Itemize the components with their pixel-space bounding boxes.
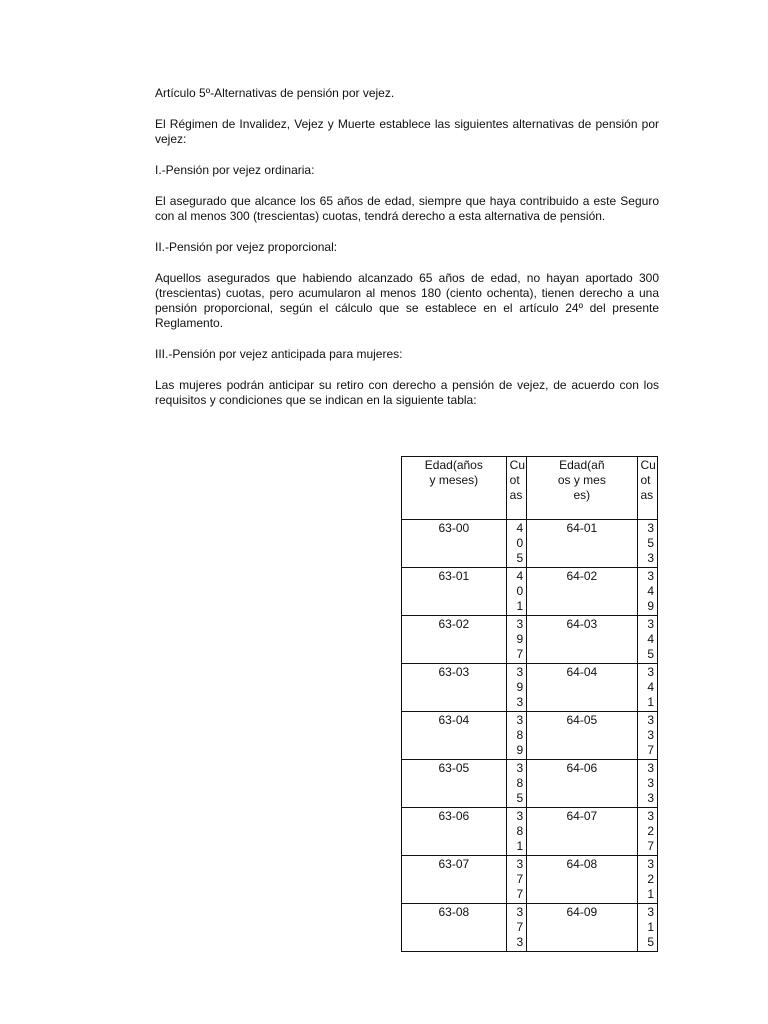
age-cell: 63-03	[402, 664, 507, 712]
table-row	[402, 616, 658, 664]
table-row	[402, 904, 658, 952]
quotas-cell: 385	[506, 760, 526, 808]
section1-text: El asegurado que alcance los 65 años de edad, siempre que haya contribuido a este Seguro con al menos 300 (trescientas) cuotas, tendrá derecho a esta alternativa de pensión.	[155, 194, 659, 223]
age-cell: 63-00	[402, 520, 507, 568]
table-header-row	[402, 457, 658, 520]
quotas-cell: 405	[506, 520, 526, 568]
quotas-cell: 401	[506, 568, 526, 616]
age-cell: 63-07	[402, 856, 507, 904]
quotas-cell: 389	[506, 712, 526, 760]
quotas-cell: 345	[637, 616, 658, 664]
quotas-cell: 377	[506, 856, 526, 904]
age-cell: 64-08	[527, 856, 637, 904]
table-row	[402, 520, 658, 568]
quotas-cell: 393	[506, 664, 526, 712]
table-row	[402, 712, 658, 760]
table-body	[402, 520, 658, 952]
quotas-cell: 341	[637, 664, 658, 712]
article-title: Artículo 5º-Alternativas de pensión por vejez.	[155, 86, 395, 100]
table-row	[402, 808, 658, 856]
quotas-cell: 397	[506, 616, 526, 664]
quotas-cell: 337	[637, 712, 658, 760]
age-cell: 63-08	[402, 904, 507, 952]
table-row	[402, 568, 658, 616]
header-age-col2: Edad(años y meses)	[527, 457, 637, 520]
section1-heading: I.-Pensión por vejez ordinaria:	[155, 163, 315, 177]
quotas-cell: 333	[637, 760, 658, 808]
article-intro: El Régimen de Invalidez, Vejez y Muerte establece las siguientes alternativas de pensión por vejez:	[155, 117, 659, 146]
table-row	[402, 664, 658, 712]
section2-text: Aquellos asegurados que habiendo alcanzado 65 años de edad, no hayan aportado 300 (trescientas) cuotas, pero acumularon al menos 180 (ciento ochenta), tienen derecho a una pensión proporcional, según el cálculo que se establece en el artículo 24º del presente Reglamento.	[155, 271, 659, 330]
age-cell: 64-06	[527, 760, 637, 808]
table-row	[402, 760, 658, 808]
quotas-cell: 381	[506, 808, 526, 856]
quotas-cell: 321	[637, 856, 658, 904]
age-cell: 63-06	[402, 808, 507, 856]
age-cell: 64-04	[527, 664, 637, 712]
age-cell: 63-05	[402, 760, 507, 808]
header-quotas-col2: Cuotas	[637, 457, 658, 520]
table-row	[402, 856, 658, 904]
age-cell: 63-04	[402, 712, 507, 760]
early-retirement-table	[401, 456, 658, 952]
age-cell: 63-01	[402, 568, 507, 616]
quotas-cell: 315	[637, 904, 658, 952]
section3-heading: III.-Pensión por vejez anticipada para mujeres:	[155, 347, 403, 361]
quotas-cell: 373	[506, 904, 526, 952]
age-cell: 64-09	[527, 904, 637, 952]
quotas-cell: 353	[637, 520, 658, 568]
age-cell: 64-03	[527, 616, 637, 664]
age-cell: 64-02	[527, 568, 637, 616]
header-age-col1: Edad(años y meses)	[402, 457, 507, 520]
section3-text: Las mujeres podrán anticipar su retiro con derecho a pensión de vejez, de acuerdo con los requisitos y condiciones que se indican en la siguiente tabla:	[155, 378, 659, 407]
age-cell: 64-01	[527, 520, 637, 568]
article-body	[155, 86, 659, 408]
section2-heading: II.-Pensión por vejez proporcional:	[155, 240, 338, 254]
age-cell: 64-05	[527, 712, 637, 760]
age-cell: 64-07	[527, 808, 637, 856]
age-cell: 63-02	[402, 616, 507, 664]
quotas-cell: 327	[637, 808, 658, 856]
header-quotas-col1: Cuotas	[506, 457, 526, 520]
quotas-cell: 349	[637, 568, 658, 616]
